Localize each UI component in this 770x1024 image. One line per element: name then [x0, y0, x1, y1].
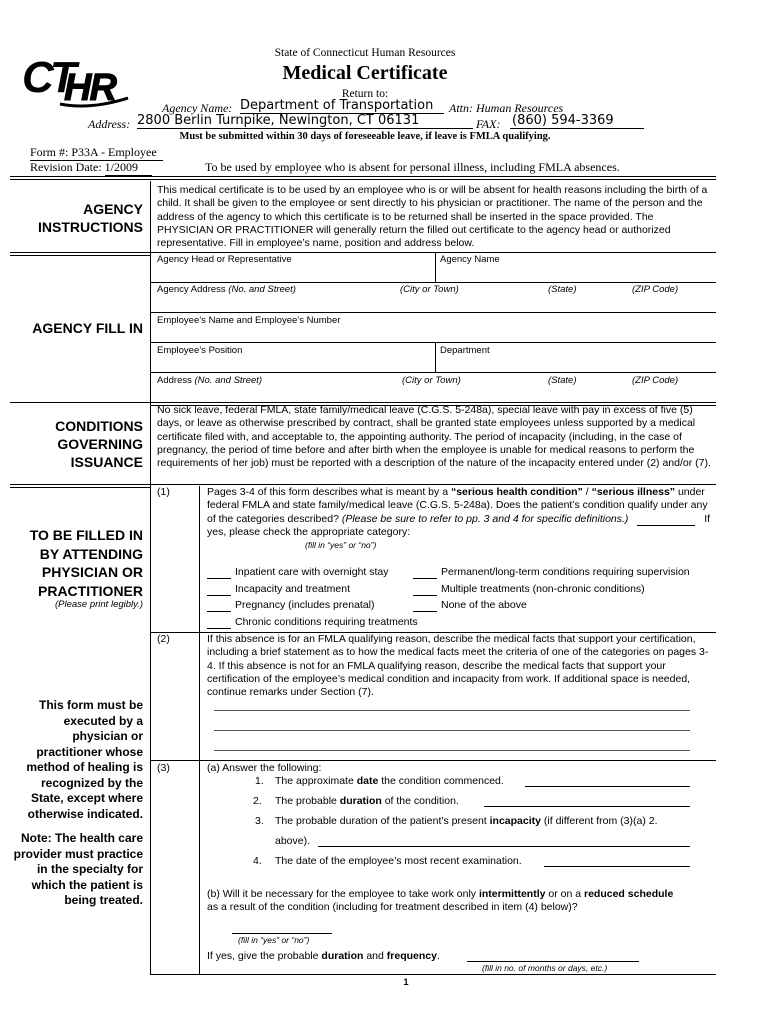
agency-name-divider [435, 252, 436, 282]
category-inpatient [207, 566, 389, 579]
category-none-blank[interactable] [413, 601, 437, 612]
q3a3-post: (if different from (3)(a) 2. [540, 815, 658, 827]
physician-heading-2: BY ATTENDING [39, 545, 143, 562]
address-label: Address: [88, 117, 131, 131]
physician-heading-4: PRACTITIONER [38, 582, 143, 599]
q3a3-pre: The probable duration of the patient’s present [275, 815, 490, 827]
revision-date-label: Revision Date: [30, 160, 105, 174]
category-chronic-blank[interactable] [207, 618, 231, 629]
q3b-reduced-schedule: reduced schedule [584, 888, 674, 900]
conditions-heading-2: GOVERNING [57, 436, 143, 452]
q3b-fill-yes-no: (fill in “yes” or “no”) [238, 935, 310, 945]
agency-zip-label: (ZIP Code) [632, 284, 679, 295]
side-note-specialty: Note: The health care provider must practice in the specialty for which the patient is being treated. [13, 831, 143, 907]
q3b-yes-no-line[interactable] [232, 933, 332, 934]
category-pregnancy-label: Pregnancy (includes prenatal) [235, 599, 375, 611]
q3a1-pre: The approximate [275, 775, 357, 787]
category-incapacity-label: Incapacity and treatment [235, 583, 350, 595]
conditions-text: No sick leave, federal FMLA, state family/medical leave (C.G.S. 5-248a), special leave with pay in excess of five (5) days, or leave as otherwise prescribed by contract, shall be granted state employees unless supported by a medical certificate filed with, and acceptable to, the appointing authority. The period of incapacity (including, in the case of pregnancy, the period of time before and after birth when the employee is unable for medical reasons to perform the requirements of her job) must be reported with a description of the nature of the incapacity entered under (2) and/or (7). [157, 404, 711, 470]
q1-text-c: / [582, 486, 592, 498]
q3a1-text [275, 775, 504, 788]
category-permanent-blank[interactable] [413, 568, 437, 579]
agency-address-street: (No. and Street) [228, 284, 296, 295]
side-note-executed: This form must be executed by a physician or practitioner whose method of healing is recognized by the State, except where otherwise indicated. [26, 698, 143, 821]
agency-instructions-heading-1: AGENCY [83, 201, 143, 217]
q3a2-text [275, 795, 459, 808]
fill-in-rule [10, 402, 716, 403]
top-rule [10, 176, 716, 177]
q1-number: (1) [157, 486, 170, 498]
q1-fill-yes-no: (fill in “yes” or “no”) [305, 540, 377, 550]
category-inpatient-blank[interactable] [207, 568, 231, 579]
q3a2-pre: The probable [275, 795, 340, 807]
q1-text-f: (Please be sure to refer to pp. 3 and 4 for specific definitions.) [341, 512, 629, 525]
category-chronic-label: Chronic conditions requiring treatments [235, 616, 418, 628]
q3b-duration-line[interactable] [467, 961, 639, 962]
q3a4-answer-line[interactable] [544, 866, 690, 867]
instructions-rule-2 [10, 255, 150, 256]
q3a4-text: The date of the employee’s most recent examination. [275, 855, 522, 867]
employee-address-label [157, 375, 262, 386]
form-number-text: Form #: P33A - Employee [30, 145, 163, 161]
row-rule-4 [150, 372, 716, 373]
q3a2-answer-line[interactable] [484, 806, 690, 807]
conditions-rule [10, 484, 716, 485]
row-rule-2 [150, 312, 716, 313]
q1-text-a: Pages 3-4 of this form describes what is meant by a [207, 486, 451, 498]
page-number: 1 [403, 977, 409, 987]
q1-text-g: If yes, please check the appropriate category: [207, 512, 711, 538]
conditions-heading-3: ISSUANCE [70, 454, 143, 470]
q1-serious-illness: “serious illness” [591, 486, 676, 498]
print-legibly-note: (Please print legibly.) [54, 599, 143, 610]
agency-instructions-text: This medical certificate is to be used by an employee who is or will be absent for health reasons including the birth of a child. It shall be given to the employee or sent directly to his physician or practitioner. The name of the person and the address of the agency to which this certificate is to be returned shall be inserted in the space provided. The PHYSICIAN OR PRACTITIONER will generally return the filled out certificate to the agency head or authorized representative. Fill in employee’s name, position and address below. [157, 184, 708, 250]
employee-state-label: (State) [548, 375, 577, 386]
q3b-intermittently: intermittently [478, 888, 546, 900]
q3a1-answer-line[interactable] [525, 786, 690, 787]
employee-address-street: (No. and Street) [194, 375, 263, 386]
column-divider [150, 181, 151, 975]
q3b-duration: duration [321, 950, 364, 962]
revision-date-value: 1/2009 [105, 160, 152, 176]
q3a1-number: 1. [255, 775, 264, 787]
employee-zip-label: (ZIP Code) [632, 375, 679, 386]
q3a2-bold: duration [339, 795, 382, 807]
q3b-give-pre: If yes, give the probable [207, 950, 322, 962]
address-value[interactable]: 2800 Berlin Turnpike, Newington, CT 06131 [137, 113, 473, 129]
q3a1-bold: date [356, 775, 379, 787]
q3a3-text [275, 815, 658, 828]
category-pregnancy [207, 599, 375, 612]
q3a1-post: the condition commenced. [378, 775, 504, 787]
agency-instructions-heading-2: INSTRUCTIONS [38, 219, 143, 235]
category-incapacity-blank[interactable] [207, 585, 231, 596]
attn-label: Attn: Human Resources [449, 101, 564, 115]
q3b-fill-months: (fill in no. of months or days, etc.) [482, 963, 608, 973]
category-multiple-label: Multiple treatments (non-chronic conditions) [441, 583, 645, 595]
category-none [413, 599, 527, 612]
employee-position-label: Employee’s Position [157, 345, 243, 356]
employee-name-label: Employee’s Name and Employee’s Number [157, 315, 341, 326]
q3b-pre: (b) Will it be necessary for the employee to take work only [207, 888, 479, 900]
q3a-heading: (a) Answer the following: [207, 762, 322, 774]
conditions-rule-2 [10, 487, 150, 488]
bottom-rule [150, 974, 716, 975]
physician-heading [10, 526, 143, 600]
question-number-divider [199, 486, 200, 975]
agency-name-value[interactable]: Department of Transportation [240, 98, 444, 114]
conditions-heading [10, 417, 143, 471]
submission-notice: Must be submitted within 30 days of foreseeable leave, if leave is FMLA qualifying. [179, 131, 551, 142]
category-incapacity [207, 583, 350, 596]
agency-instructions-heading [10, 200, 143, 236]
q3-number: (3) [157, 762, 170, 774]
agency-city-label: (City or Town) [400, 284, 459, 295]
q2-text: If this absence is for an FMLA qualifying reason, describe the medical facts that support your certification, including a brief statement as to how the medical facts meet the criteria of one of the categories on pages 3-4. If this absence is not for an FMLA qualifying reason, describe the medical facts that support your certification of the employee’s medical condition and incapacity from work. If additional space is needed, continue remarks under Section (7). [207, 633, 709, 699]
department-label: Department [440, 345, 490, 356]
employee-address-text: Address [157, 375, 195, 386]
category-permanent-label: Permanent/long-term conditions requiring supervision [441, 566, 690, 578]
q1-yes-no-blank[interactable] [637, 515, 695, 526]
q3b-post: as a result of the condition (including for treatment described in item (4) below)? [207, 901, 578, 914]
return-to-label: Return to: [341, 88, 389, 100]
agency-fill-in-heading: AGENCY FILL IN [32, 320, 143, 336]
q3b-duration-frequency [207, 950, 440, 963]
category-multiple-blank[interactable] [413, 585, 437, 596]
agency-address-label [157, 284, 296, 295]
page-title: Medical Certificate [282, 62, 448, 84]
category-multiple [413, 583, 645, 596]
q2-answer-line-1[interactable] [214, 710, 690, 711]
employee-city-label: (City or Town) [402, 375, 461, 386]
physician-heading-1: TO BE FILLED IN [29, 527, 143, 543]
q3a2-post: of the condition. [381, 795, 459, 807]
q3b-mid: or on a [545, 888, 584, 900]
department-divider [435, 342, 436, 372]
fax-value[interactable]: (860) 594-3369 [510, 113, 644, 129]
agency-head-label: Agency Head or Representative [157, 254, 292, 265]
q3b-give-post: . [436, 950, 440, 962]
category-none-label: None of the above [441, 599, 527, 611]
form-number [30, 145, 163, 161]
category-permanent [413, 566, 690, 579]
physician-heading-3: PHYSICIAN OR [41, 564, 143, 580]
q2-number: (2) [157, 633, 170, 645]
svg-text:HR: HR [64, 67, 115, 109]
agency-name-field-label: Agency Name [440, 254, 500, 265]
category-inpatient-label: Inpatient care with overnight stay [235, 566, 389, 578]
category-pregnancy-blank[interactable] [207, 601, 231, 612]
q2-answer-line-3[interactable] [214, 750, 690, 751]
agency-state-label: (State) [548, 284, 577, 295]
top-rule-2 [10, 179, 716, 180]
q2-answer-line-2[interactable] [214, 730, 690, 731]
q3a2-number: 2. [253, 795, 262, 807]
q3a3-number: 3. [255, 815, 264, 827]
q1-text [207, 486, 712, 539]
q3-rule [150, 760, 716, 761]
q3b-frequency: frequency [386, 950, 437, 962]
q3a3-answer-line[interactable] [318, 846, 690, 847]
q3a3-continued: above). [275, 835, 311, 847]
agency-address-text: Agency Address [157, 284, 229, 295]
usage-note: To be used by employee who is absent for personal illness, including FMLA absences. [205, 160, 620, 174]
agency-name-label: Agency Name: [162, 101, 233, 115]
q1-serious-health: “serious health condition” [450, 486, 583, 498]
q3b-give-mid: and [363, 950, 387, 962]
q1-text-e: under federal FMLA and state family/medical leave (C.G.S. 5-248a). Does the patient’s condition qualify under any of the categories described? [207, 486, 708, 525]
category-chronic [207, 616, 418, 629]
row-rule-1 [150, 282, 716, 283]
q3a4-number: 4. [253, 855, 262, 867]
q3b-text [207, 888, 687, 915]
row-rule-3 [150, 342, 716, 343]
conditions-heading-1: CONDITIONS [55, 418, 143, 434]
revision-date [30, 160, 152, 176]
fax-label: FAX: [476, 117, 501, 131]
q3a3-bold: incapacity [489, 815, 541, 827]
svg-text:CT: CT [22, 53, 73, 102]
instructions-rule [10, 252, 716, 253]
state-agency-line: State of Connecticut Human Resources [274, 47, 456, 59]
